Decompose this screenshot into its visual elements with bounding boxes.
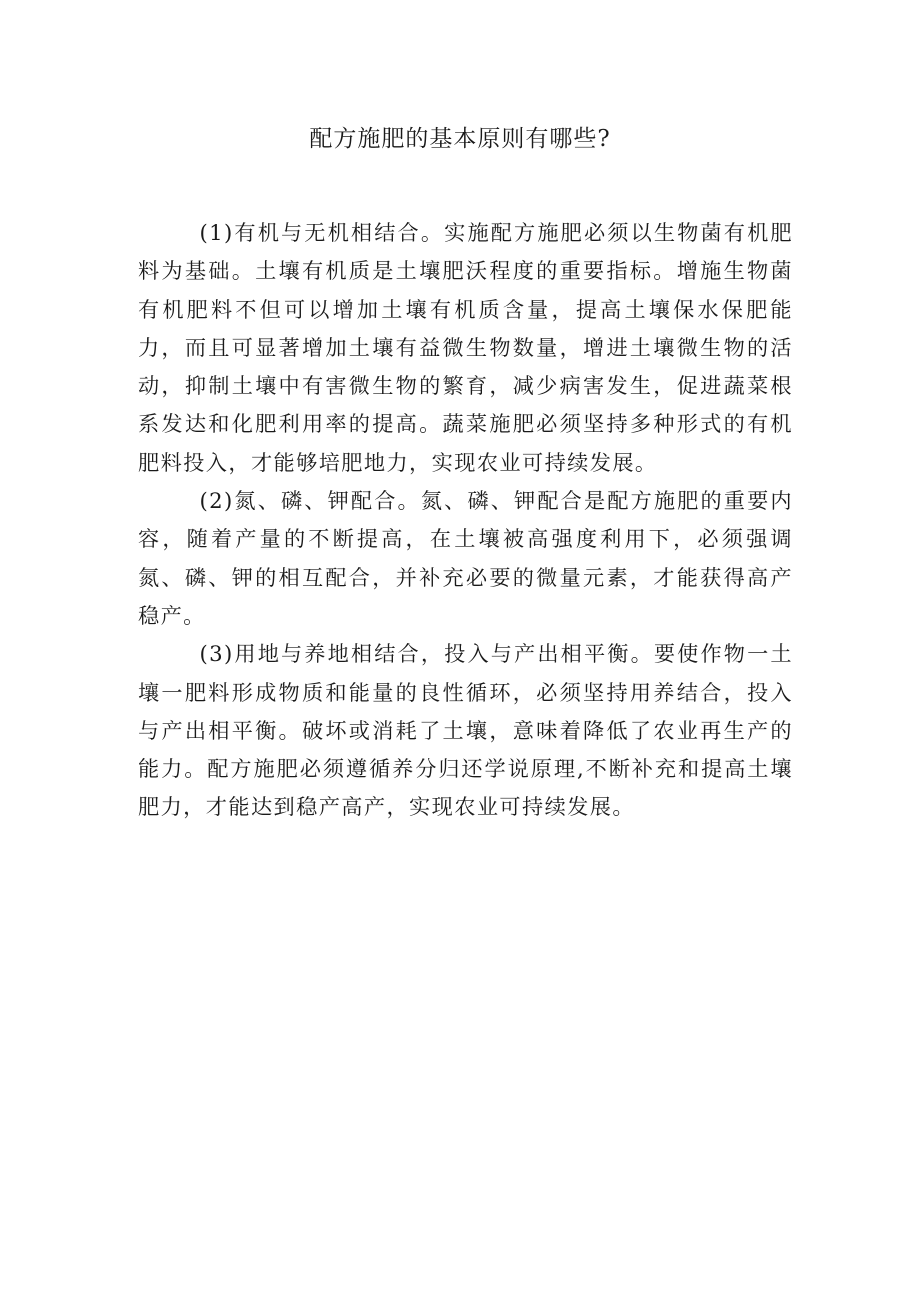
paragraph-1: (1)有机与无机相结合。实施配方施肥必须以生物菌有机肥料为基础。土壤有机质是土壤肥沃程度的重要指标。增施生物菌有机肥料不但可以增加土壤有机质含量，提高土壤保水保肥能力，而且可显著增加土壤有益微生物数量，增进土壤微生物的活动，抑制土壤中有害微生物的繁育，减少病害发生，促进蔬菜根系发达和化肥利用率的提高。蔬菜施肥必须坚持多种形式的有机肥料投入，才能够培肥地力，实现农业可持续发展。 bbox=[138, 220, 793, 475]
paragraph-3: (3)用地与养地相结合，投入与产出相平衡。要使作物一土壤一肥料形成物质和能量的良性循环，必须坚持用养结合，投入与产出相平衡。破坏或消耗了土壤，意味着降低了农业再生产的能力。配方施肥必须遵循养分归还学说原理,不断补充和提高土壤肥力，才能达到稳产高产，实现农业可持续发展。 bbox=[138, 641, 793, 820]
document-title: 配方施肥的基本原则有哪些? bbox=[309, 126, 611, 152]
paragraph-2: (2)氮、磷、钾配合。氮、磷、钾配合是配方施肥的重要内容，随着产量的不断提高，在土壤被高强度利用下，必须强调氮、磷、钾的相互配合，并补充必要的微量元素，才能获得高产稳产。 bbox=[138, 488, 793, 628]
document-body bbox=[138, 214, 793, 827]
